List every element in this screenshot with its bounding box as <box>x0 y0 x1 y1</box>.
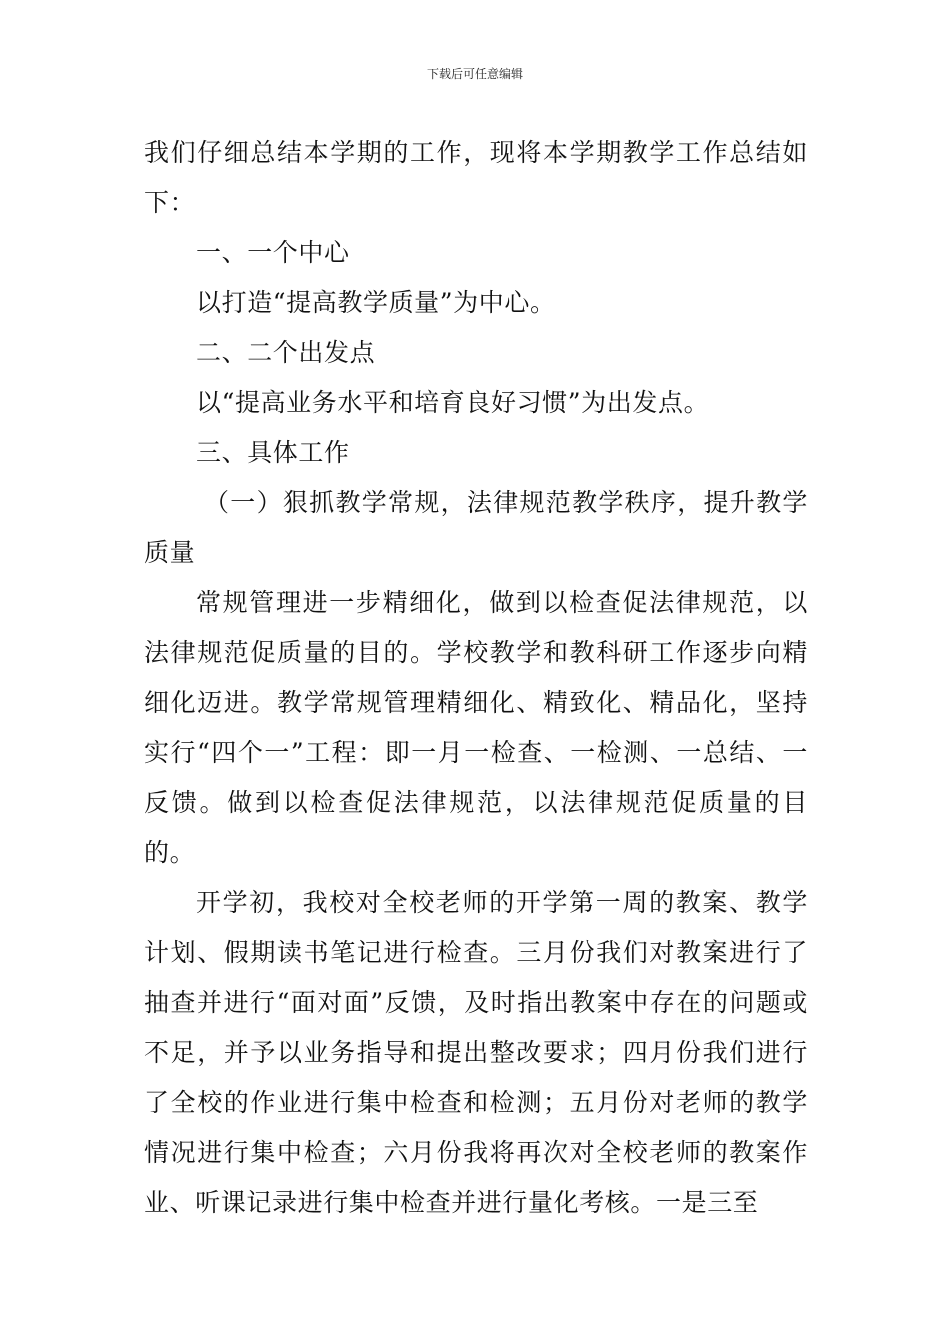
section-1-text: 以打造“提高教学质量”为中心。 <box>196 288 556 317</box>
subsection-heading-1: （一）狠抓教学常规，法律规范教学秩序，提升教学质量 <box>144 488 808 567</box>
section-heading-3: 三、具体工作 <box>196 438 350 467</box>
section-heading-1: 一、一个中心 <box>196 238 350 267</box>
page-header: 下载后可任意编辑 <box>426 67 523 81</box>
section-2-text: 以“提高业务水平和培育良好习惯”为出发点。 <box>196 388 710 417</box>
section-heading-2: 二、二个出发点 <box>196 338 376 367</box>
intro-paragraph: 我们仔细总结本学期的工作，现将本学期教学工作总结如下： <box>144 138 808 217</box>
document-body <box>144 128 808 1228</box>
body-paragraph-1: 常规管理进一步精细化，做到以检查促法律规范，以法律规范促质量的目的。学校教学和教科研工作逐步向精细化迈进。教学常规管理精细化、精致化、精品化，坚持实行“四个一”工程：即一月一检查、一检测、一总结、一反馈。做到以检查促法律规范，以法律规范促质量的目的。 <box>144 588 808 867</box>
body-paragraph-2: 开学初，我校对全校老师的开学第一周的教案、教学计划、假期读书笔记进行检查。三月份我们对教案进行了抽查并进行“面对面”反馈，及时指出教案中存在的问题或不足，并予以业务指导和提出整改要求；四月份我们进行了全校的作业进行集中检查和检测；五月份对老师的教学情况进行集中检查；六月份我将再次对全校老师的教案作业、听课记录进行集中检查并进行量化考核。一是三至 <box>144 888 808 1217</box>
